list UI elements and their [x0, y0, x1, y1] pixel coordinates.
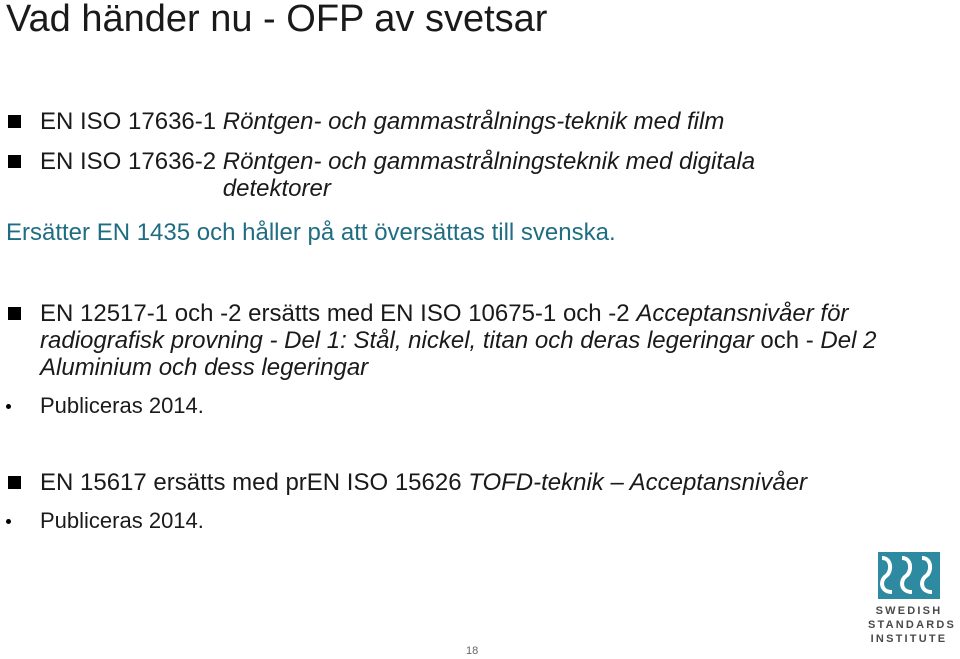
dot-bullet-icon [6, 404, 11, 409]
square-bullet-icon [8, 476, 21, 489]
logo-text-line: SWEDISH [875, 605, 943, 617]
bullet-text-italic: Röntgen- och gammastrålningsteknik med digitala detektorer [222, 148, 756, 202]
sub-bullet-item [0, 393, 960, 419]
page-number: 18 [466, 645, 479, 657]
square-bullet-icon [8, 307, 21, 320]
bullet-acceptance [0, 300, 960, 419]
logo-text-line: INSTITUTE [870, 633, 948, 645]
bullet-text-italic: TOFD-teknik – Acceptansnivåer [468, 469, 808, 496]
dot-bullet-icon [6, 519, 11, 524]
bullet-item [0, 148, 960, 202]
bullet-text: EN 12517-1 och -2 ersätts med EN ISO 10675-1 och -2 [40, 300, 637, 327]
bullet-item [0, 108, 960, 135]
sis-logo-mark-icon [868, 552, 950, 600]
square-bullet-icon [8, 155, 21, 168]
bullet-text-italic: Del 2 Aluminium och dess legeringar [40, 327, 877, 381]
bullet-item [0, 300, 960, 381]
bullet-text: EN ISO 17636-2 [40, 148, 223, 175]
bullet-text: och - [753, 327, 821, 354]
square-bullet-icon [8, 115, 21, 128]
bullet-text-italic: Röntgen- och gammastrålnings-teknik med film [222, 108, 725, 135]
bullet-item [0, 469, 960, 496]
bullet-list-radiography [0, 108, 960, 202]
bullet-text-italic: Acceptansnivåer för radiografisk provning - Del 1: Stål, nickel, titan och deras legeringar [40, 300, 849, 354]
logo-text-line: STANDARDS [868, 619, 957, 631]
sub-bullet-text: Publiceras 2014. [40, 393, 204, 418]
bullet-tofd [0, 469, 960, 534]
sis-logo [868, 552, 957, 646]
replacement-note: Ersätter EN 1435 och håller på att översättas till svenska. [6, 219, 616, 246]
bullet-text: EN 15617 ersätts med prEN ISO 15626 [40, 469, 469, 496]
slide-title: Vad händer nu - OFP av svetsar [6, 0, 548, 40]
sub-bullet-item [0, 508, 960, 534]
sub-bullet-text: Publiceras 2014. [40, 508, 204, 533]
bullet-text: EN ISO 17636-1 [40, 108, 223, 135]
